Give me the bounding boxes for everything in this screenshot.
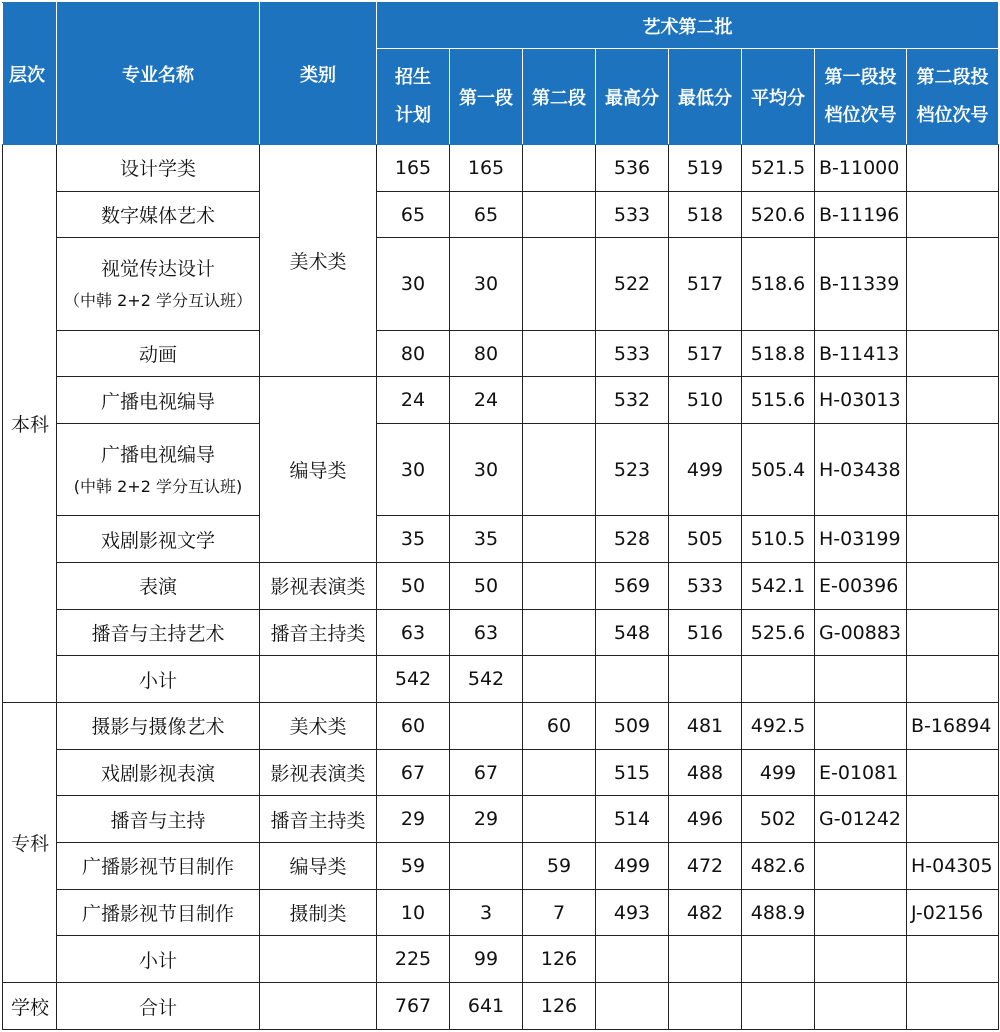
category-cell: 美术类 xyxy=(260,703,377,750)
rank2-cell xyxy=(907,796,999,843)
major-cell: 广播电视编导 xyxy=(57,377,260,424)
header-group: 艺术第二批 xyxy=(377,3,999,49)
admission-table xyxy=(2,2,999,1030)
category-cell: 编导类 xyxy=(260,377,377,563)
subtotal-row xyxy=(3,936,999,983)
seg2-cell: 126 xyxy=(523,983,596,1030)
seg1-cell: 165 xyxy=(450,145,523,192)
total-row xyxy=(3,983,999,1030)
subtotal-row xyxy=(3,656,999,703)
avg-cell: 520.6 xyxy=(742,191,815,238)
header-max: 最高分 xyxy=(596,49,669,145)
table-body xyxy=(3,145,999,1030)
min-cell: 517 xyxy=(669,238,742,330)
seg2-cell xyxy=(523,516,596,563)
plan-cell: 63 xyxy=(377,609,450,656)
avg-cell: 482.6 xyxy=(742,843,815,890)
seg2-cell xyxy=(523,238,596,330)
major-note: （中韩 2+2 学分互认班） xyxy=(64,291,252,311)
avg-cell: 488.9 xyxy=(742,889,815,936)
min-cell: 533 xyxy=(669,563,742,610)
plan-cell: 65 xyxy=(377,191,450,238)
major-cell: 小计 xyxy=(57,936,260,983)
seg2-cell xyxy=(523,424,596,516)
seg2-cell xyxy=(523,796,596,843)
seg2-cell xyxy=(523,563,596,610)
rank1-cell xyxy=(815,936,907,983)
major-cell: 摄影与摄像艺术 xyxy=(57,703,260,750)
header-level: 层次 xyxy=(3,3,57,145)
level-cell: 学校 xyxy=(3,983,57,1030)
rank1-cell xyxy=(815,889,907,936)
seg1-cell: 29 xyxy=(450,796,523,843)
avg-cell xyxy=(742,936,815,983)
avg-cell: 542.1 xyxy=(742,563,815,610)
seg2-cell xyxy=(523,609,596,656)
plan-cell: 767 xyxy=(377,983,450,1030)
seg1-cell xyxy=(450,703,523,750)
rank1-cell xyxy=(815,843,907,890)
header-rank2-line2: 档位次号 xyxy=(916,104,989,126)
plan-cell: 24 xyxy=(377,377,450,424)
avg-cell xyxy=(742,983,815,1030)
rank2-cell: H-04305 xyxy=(907,843,999,890)
rank2-cell xyxy=(907,424,999,516)
min-cell: 505 xyxy=(669,516,742,563)
rank2-cell xyxy=(907,656,999,703)
avg-cell: 525.6 xyxy=(742,609,815,656)
table-row xyxy=(3,377,999,424)
rank1-cell: B-11413 xyxy=(815,330,907,377)
rank2-cell xyxy=(907,749,999,796)
plan-cell: 80 xyxy=(377,330,450,377)
seg1-cell: 65 xyxy=(450,191,523,238)
seg1-cell: 99 xyxy=(450,936,523,983)
category-cell: 影视表演类 xyxy=(260,749,377,796)
min-cell xyxy=(669,983,742,1030)
min-cell: 517 xyxy=(669,330,742,377)
rank2-cell xyxy=(907,238,999,330)
seg1-cell: 80 xyxy=(450,330,523,377)
min-cell: 488 xyxy=(669,749,742,796)
seg1-cell: 50 xyxy=(450,563,523,610)
rank1-cell: E-00396 xyxy=(815,563,907,610)
min-cell: 519 xyxy=(669,145,742,192)
avg-cell: 505.4 xyxy=(742,424,815,516)
category-cell: 摄制类 xyxy=(260,889,377,936)
rank1-cell: B-11196 xyxy=(815,191,907,238)
category-cell xyxy=(260,983,377,1030)
seg2-cell: 60 xyxy=(523,703,596,750)
major-cell: 播音与主持艺术 xyxy=(57,609,260,656)
category-cell: 美术类 xyxy=(260,145,377,377)
seg2-cell: 7 xyxy=(523,889,596,936)
avg-cell: 518.8 xyxy=(742,330,815,377)
plan-cell: 60 xyxy=(377,703,450,750)
rank2-cell xyxy=(907,983,999,1030)
table-row xyxy=(3,516,999,563)
rank2-cell xyxy=(907,330,999,377)
table-row xyxy=(3,563,999,610)
table-row xyxy=(3,238,999,330)
rank2-cell xyxy=(907,563,999,610)
rank1-cell xyxy=(815,656,907,703)
rank2-cell xyxy=(907,145,999,192)
category-cell: 影视表演类 xyxy=(260,563,377,610)
major-cell: 广播影视节目制作 xyxy=(57,889,260,936)
max-cell: 532 xyxy=(596,377,669,424)
max-cell xyxy=(596,936,669,983)
plan-cell: 542 xyxy=(377,656,450,703)
header-plan xyxy=(377,49,450,145)
seg1-cell: 542 xyxy=(450,656,523,703)
major-cell: 表演 xyxy=(57,563,260,610)
seg1-cell: 24 xyxy=(450,377,523,424)
header-major: 专业名称 xyxy=(57,3,260,145)
avg-cell: 515.6 xyxy=(742,377,815,424)
table-row xyxy=(3,889,999,936)
category-cell xyxy=(260,936,377,983)
plan-cell: 225 xyxy=(377,936,450,983)
avg-cell: 510.5 xyxy=(742,516,815,563)
header-rank2-line1: 第二段投 xyxy=(916,66,989,88)
major-cell: 播音与主持 xyxy=(57,796,260,843)
plan-cell: 10 xyxy=(377,889,450,936)
min-cell: 496 xyxy=(669,796,742,843)
header-min: 最低分 xyxy=(669,49,742,145)
major-cell: 广播影视节目制作 xyxy=(57,843,260,890)
table-row xyxy=(3,424,999,516)
rank2-cell: J-02156 xyxy=(907,889,999,936)
header-rank2 xyxy=(907,49,999,145)
seg2-cell xyxy=(523,749,596,796)
major-cell: 戏剧影视表演 xyxy=(57,749,260,796)
min-cell: 481 xyxy=(669,703,742,750)
header-seg1: 第一段 xyxy=(450,49,523,145)
rank1-cell xyxy=(815,983,907,1030)
rank1-cell: G-00883 xyxy=(815,609,907,656)
min-cell: 516 xyxy=(669,609,742,656)
header-seg2: 第二段 xyxy=(523,49,596,145)
rank1-cell: H-03199 xyxy=(815,516,907,563)
rank2-cell xyxy=(907,191,999,238)
major-name: 广播电视编导 xyxy=(100,443,215,466)
seg1-cell: 30 xyxy=(450,238,523,330)
seg1-cell: 30 xyxy=(450,424,523,516)
category-cell xyxy=(260,656,377,703)
major-cell xyxy=(57,424,260,516)
table-row xyxy=(3,145,999,192)
rank1-cell: G-01242 xyxy=(815,796,907,843)
avg-cell: 521.5 xyxy=(742,145,815,192)
max-cell: 548 xyxy=(596,609,669,656)
min-cell: 510 xyxy=(669,377,742,424)
max-cell: 509 xyxy=(596,703,669,750)
seg1-cell: 67 xyxy=(450,749,523,796)
table-row xyxy=(3,796,999,843)
max-cell: 533 xyxy=(596,330,669,377)
level-cell: 本科 xyxy=(3,145,57,703)
table-row xyxy=(3,609,999,656)
major-cell: 合计 xyxy=(57,983,260,1030)
seg1-cell: 35 xyxy=(450,516,523,563)
seg2-cell xyxy=(523,145,596,192)
rank2-cell xyxy=(907,377,999,424)
level-cell: 专科 xyxy=(3,703,57,983)
plan-cell: 165 xyxy=(377,145,450,192)
min-cell: 472 xyxy=(669,843,742,890)
rank1-cell: H-03013 xyxy=(815,377,907,424)
max-cell: 528 xyxy=(596,516,669,563)
max-cell: 533 xyxy=(596,191,669,238)
seg1-cell: 63 xyxy=(450,609,523,656)
plan-cell: 59 xyxy=(377,843,450,890)
rank1-cell: E-01081 xyxy=(815,749,907,796)
min-cell: 499 xyxy=(669,424,742,516)
table-row xyxy=(3,330,999,377)
max-cell xyxy=(596,656,669,703)
seg2-cell: 59 xyxy=(523,843,596,890)
header-plan-line2: 计划 xyxy=(395,104,431,126)
table-row xyxy=(3,191,999,238)
rank2-cell xyxy=(907,609,999,656)
major-cell: 戏剧影视文学 xyxy=(57,516,260,563)
plan-cell: 29 xyxy=(377,796,450,843)
major-note: (中韩 2+2 学分互认班) xyxy=(73,476,243,496)
category-cell: 播音主持类 xyxy=(260,609,377,656)
major-cell: 动画 xyxy=(57,330,260,377)
plan-cell: 67 xyxy=(377,749,450,796)
rank2-cell xyxy=(907,516,999,563)
plan-cell: 50 xyxy=(377,563,450,610)
max-cell: 536 xyxy=(596,145,669,192)
max-cell xyxy=(596,983,669,1030)
category-cell: 编导类 xyxy=(260,843,377,890)
header-category: 类别 xyxy=(260,3,377,145)
max-cell: 522 xyxy=(596,238,669,330)
min-cell: 482 xyxy=(669,889,742,936)
table-row xyxy=(3,843,999,890)
max-cell: 569 xyxy=(596,563,669,610)
min-cell xyxy=(669,656,742,703)
avg-cell: 492.5 xyxy=(742,703,815,750)
header-rank1 xyxy=(815,49,907,145)
rank1-cell: H-03438 xyxy=(815,424,907,516)
avg-cell: 499 xyxy=(742,749,815,796)
category-cell: 播音主持类 xyxy=(260,796,377,843)
rank2-cell xyxy=(907,936,999,983)
seg1-cell: 641 xyxy=(450,983,523,1030)
min-cell: 518 xyxy=(669,191,742,238)
max-cell: 493 xyxy=(596,889,669,936)
seg2-cell xyxy=(523,330,596,377)
table-row xyxy=(3,703,999,750)
min-cell xyxy=(669,936,742,983)
avg-cell xyxy=(742,656,815,703)
avg-cell: 502 xyxy=(742,796,815,843)
seg2-cell: 126 xyxy=(523,936,596,983)
header-plan-line1: 招生 xyxy=(395,66,431,88)
max-cell: 514 xyxy=(596,796,669,843)
rank2-cell: B-16894 xyxy=(907,703,999,750)
plan-cell: 30 xyxy=(377,238,450,330)
rank1-cell xyxy=(815,703,907,750)
major-cell: 小计 xyxy=(57,656,260,703)
max-cell: 499 xyxy=(596,843,669,890)
header-rank1-line1: 第一段投 xyxy=(824,66,897,88)
seg2-cell xyxy=(523,656,596,703)
header-avg: 平均分 xyxy=(742,49,815,145)
major-name: 视觉传达设计 xyxy=(100,258,215,281)
header-rank1-line2: 档位次号 xyxy=(824,104,897,126)
major-cell: 数字媒体艺术 xyxy=(57,191,260,238)
rank1-cell: B-11339 xyxy=(815,238,907,330)
table-header xyxy=(3,3,999,145)
rank1-cell: B-11000 xyxy=(815,145,907,192)
seg1-cell: 3 xyxy=(450,889,523,936)
seg2-cell xyxy=(523,377,596,424)
max-cell: 515 xyxy=(596,749,669,796)
seg2-cell xyxy=(523,191,596,238)
avg-cell: 518.6 xyxy=(742,238,815,330)
max-cell: 523 xyxy=(596,424,669,516)
plan-cell: 30 xyxy=(377,424,450,516)
plan-cell: 35 xyxy=(377,516,450,563)
seg1-cell xyxy=(450,843,523,890)
table-row xyxy=(3,749,999,796)
major-cell xyxy=(57,238,260,330)
major-cell: 设计学类 xyxy=(57,145,260,192)
